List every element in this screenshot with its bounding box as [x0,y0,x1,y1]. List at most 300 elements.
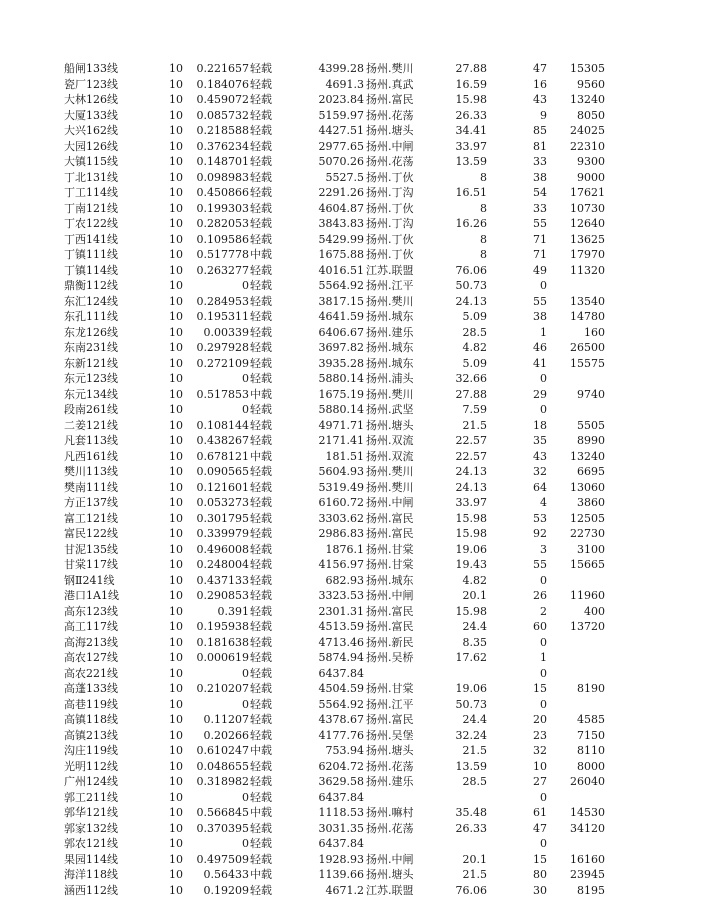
cell-distance: 28.5 [462,775,487,788]
cell-capacity: 10 [169,279,183,292]
table-row [0,154,725,170]
cell-user-count: 47 [533,821,547,835]
cell-line-name: 广州124线 [64,775,118,788]
cell-capacity: 10 [169,558,183,571]
cell-line-name: 丁西141线 [64,232,118,246]
cell-load-status: 轻载 [250,434,272,447]
cell-substation: 扬州.甘棠 [366,542,414,556]
cell-line-name: 丁南121线 [64,201,118,215]
table-row [0,61,725,77]
cell-margin-value: 1675.19 [318,387,364,401]
cell-distance: 50.73 [455,279,487,292]
cell-load-rate: 0.272109 [196,356,249,370]
cell-capacity-total: 15305 [570,62,605,75]
cell-substation: 扬州.嘛村 [366,806,414,819]
cell-user-count: 47 [533,62,547,75]
cell-load-rate: 0.318982 [196,775,249,788]
cell-load-status: 轻载 [250,465,272,478]
cell-load-rate: 0.221657 [196,62,249,75]
table-row [0,743,725,759]
cell-user-count: 0 [540,403,547,416]
cell-substation: 扬州.中闸 [366,139,414,153]
cell-line-name: 方正137线 [64,496,118,509]
cell-load-rate: 0 [242,837,249,850]
cell-load-rate: 0 [242,279,249,292]
cell-load-rate: 0.195311 [196,310,249,323]
cell-line-name: 樊川113线 [64,465,118,478]
cell-substation: 扬州.建乐 [366,325,414,339]
cell-load-rate: 0.497509 [196,852,249,866]
cell-distance: 26.33 [455,821,487,835]
cell-margin-value: 4671.2 [325,883,364,897]
cell-load-rate: 0.438267 [196,434,249,447]
cell-line-name: 凡西161线 [64,449,118,463]
cell-capacity: 10 [169,682,183,695]
cell-user-count: 18 [533,418,547,432]
cell-margin-value: 6406.67 [318,325,364,339]
table-row [0,201,725,217]
cell-capacity: 10 [169,201,183,215]
cell-line-name: 船闸133线 [64,62,118,75]
table-row [0,511,725,527]
cell-substation: 扬州.双流 [366,449,414,463]
cell-margin-value: 6160.72 [318,496,364,509]
cell-load-rate: 0.000619 [196,651,249,664]
cell-load-rate: 0.19209 [203,883,249,897]
cell-load-status: 轻载 [250,558,272,571]
table-row [0,852,725,868]
cell-distance: 22.57 [455,449,487,463]
cell-load-rate: 0.56433 [203,868,249,881]
cell-capacity-total: 4585 [577,713,605,726]
table-row [0,309,725,325]
cell-margin-value: 1876.1 [325,542,364,556]
cell-margin-value: 4604.87 [318,201,364,215]
cell-user-count: 1 [540,651,547,664]
cell-user-count: 71 [533,232,547,246]
cell-capacity: 10 [169,496,183,509]
cell-margin-value: 5874.94 [318,651,364,664]
cell-capacity: 10 [169,635,183,649]
cell-load-status: 轻载 [250,511,272,525]
cell-distance: 33.97 [455,139,487,153]
cell-load-rate: 0.085732 [196,108,249,122]
cell-distance: 22.57 [455,434,487,447]
cell-capacity: 10 [169,62,183,75]
table-row [0,790,725,806]
cell-capacity-total: 17621 [570,186,605,199]
cell-distance: 8 [480,232,487,246]
cell-distance: 24.4 [462,620,487,633]
cell-capacity: 10 [169,294,183,308]
cell-capacity-total: 15575 [570,356,605,370]
table-row [0,480,725,496]
cell-user-count: 4 [540,496,547,509]
cell-capacity-total: 8000 [577,759,605,773]
cell-user-count: 55 [533,217,547,230]
cell-load-status: 轻载 [250,139,272,153]
cell-load-rate: 0.248004 [196,558,249,571]
cell-line-name: 丁农122线 [64,217,118,230]
table-row [0,883,725,899]
cell-user-count: 2 [540,604,547,618]
table-row [0,867,725,883]
cell-load-rate: 0 [242,372,249,385]
table-row [0,232,725,248]
cell-line-name: 樊南111线 [64,480,118,494]
table-row [0,588,725,604]
cell-user-count: 15 [533,682,547,695]
cell-distance: 20.1 [462,589,487,602]
table-row [0,356,725,372]
cell-line-name: 段南261线 [64,403,118,416]
cell-margin-value: 1928.93 [318,852,364,866]
cell-capacity-total: 14530 [570,806,605,819]
cell-capacity: 10 [169,418,183,432]
cell-capacity: 10 [169,589,183,602]
cell-line-name: 郭农121线 [64,837,118,850]
cell-margin-value: 5880.14 [318,372,364,385]
table-row [0,433,725,449]
cell-line-name: 甘泥135线 [64,542,118,556]
cell-line-name: 丁工114线 [64,186,118,199]
cell-substation: 扬州.城东 [366,341,414,354]
table-row [0,449,725,465]
cell-capacity: 10 [169,775,183,788]
cell-line-name: 高东123线 [64,604,118,618]
cell-load-rate: 0 [242,666,249,680]
cell-capacity-total: 13540 [570,294,605,308]
table-row [0,650,725,666]
cell-substation: 扬州.丁伙 [366,170,414,184]
cell-load-status: 轻载 [250,775,272,788]
cell-distance: 16.51 [455,186,487,199]
cell-load-status: 轻载 [250,821,272,835]
cell-line-name: 东元123线 [64,372,118,385]
cell-capacity: 10 [169,697,183,711]
cell-line-name: 东孔111线 [64,310,118,323]
cell-substation: 扬州.花荡 [366,108,414,122]
cell-capacity: 10 [169,170,183,184]
cell-user-count: 38 [533,170,547,184]
table-row [0,495,725,511]
cell-load-status: 轻载 [250,418,272,432]
cell-load-status: 中载 [250,387,272,401]
cell-load-rate: 0.566845 [196,806,249,819]
cell-load-status: 轻载 [250,496,272,509]
table-row [0,387,725,403]
cell-line-name: 丁镇114线 [64,263,118,277]
cell-capacity: 10 [169,527,183,540]
cell-distance: 28.5 [462,325,487,339]
cell-margin-value: 4971.71 [318,418,364,432]
cell-capacity: 10 [169,310,183,323]
cell-distance: 76.06 [455,263,487,277]
cell-capacity: 10 [169,821,183,835]
cell-capacity-total: 9560 [577,77,605,91]
cell-substation: 扬州.真武 [366,77,414,91]
cell-line-name: 东元134线 [64,387,118,401]
cell-line-name: 钢Ⅱ241线 [64,573,115,587]
cell-substation: 扬州.塘头 [366,124,414,137]
cell-load-rate: 0.376234 [196,139,249,153]
cell-line-name: 高农127线 [64,651,118,664]
cell-substation: 扬州.樊川 [366,387,414,401]
cell-user-count: 0 [540,635,547,649]
cell-line-name: 郭华121线 [64,806,118,819]
cell-margin-value: 3323.53 [318,589,364,602]
cell-load-rate: 0.210207 [196,682,249,695]
cell-user-count: 64 [533,480,547,494]
cell-capacity: 10 [169,883,183,897]
cell-load-status: 轻载 [250,480,272,494]
cell-substation: 扬州.富民 [366,93,414,106]
cell-margin-value: 3935.28 [318,356,364,370]
cell-load-status: 轻载 [250,93,272,106]
table-row [0,92,725,108]
cell-line-name: 东南231线 [64,341,118,354]
cell-load-rate: 0.11207 [203,713,249,726]
cell-line-name: 凡套113线 [64,434,118,447]
cell-substation: 扬州.武坚 [366,403,414,416]
cell-margin-value: 4641.59 [318,310,364,323]
cell-margin-value: 4427.51 [318,124,364,137]
cell-substation: 江苏.联盟 [366,263,414,277]
cell-load-rate: 0.678121 [196,449,249,463]
cell-load-rate: 0 [242,697,249,711]
cell-distance: 76.06 [455,883,487,897]
cell-load-status: 轻载 [250,170,272,184]
cell-margin-value: 6437.84 [318,790,364,804]
cell-distance: 13.59 [455,759,487,773]
cell-capacity: 10 [169,852,183,866]
table-row [0,681,725,697]
cell-capacity: 10 [169,217,183,230]
cell-margin-value: 3697.82 [318,341,364,354]
cell-line-name: 丁北131线 [64,170,118,184]
cell-substation: 扬州.吴桥 [366,651,414,664]
cell-capacity-total: 8190 [577,682,605,695]
cell-load-rate: 0.148701 [196,155,249,168]
cell-margin-value: 3303.62 [318,511,364,525]
cell-load-status: 轻载 [250,341,272,354]
cell-capacity: 10 [169,542,183,556]
cell-substation: 扬州.富民 [366,713,414,726]
cell-load-rate: 0.199303 [196,201,249,215]
cell-user-count: 49 [533,263,547,277]
cell-substation: 扬州.城东 [366,573,414,587]
cell-capacity-total: 8050 [577,108,605,122]
cell-user-count: 53 [533,511,547,525]
cell-distance: 7.59 [462,403,487,416]
cell-load-rate: 0.053273 [196,496,249,509]
data-table [0,61,725,898]
cell-margin-value: 1118.53 [318,806,364,819]
table-row [0,185,725,201]
cell-line-name: 郭工211线 [64,790,118,804]
cell-capacity-total: 26500 [570,341,605,354]
table-row [0,542,725,558]
cell-line-name: 丁镇111线 [64,248,118,261]
cell-substation: 扬州.中闸 [366,852,414,866]
cell-margin-value: 3843.83 [318,217,364,230]
cell-load-rate: 0.109586 [196,232,249,246]
cell-substation: 扬州.塘头 [366,744,414,757]
cell-substation: 扬州.新民 [366,635,414,649]
cell-capacity-total: 3860 [577,496,605,509]
cell-distance: 16.26 [455,217,487,230]
cell-load-status: 轻载 [250,697,272,711]
cell-load-rate: 0.284953 [196,294,249,308]
cell-margin-value: 5564.92 [318,279,364,292]
cell-line-name: 东汇124线 [64,294,118,308]
cell-capacity: 10 [169,573,183,587]
cell-substation: 扬州.丁沟 [366,186,414,199]
cell-load-rate: 0.195938 [196,620,249,633]
cell-distance: 8 [480,248,487,261]
cell-load-status: 轻载 [250,713,272,726]
cell-user-count: 81 [533,139,547,153]
cell-load-rate: 0.459072 [196,93,249,106]
cell-line-name: 甘棠117线 [64,558,118,571]
cell-margin-value: 2291.26 [318,186,364,199]
cell-load-rate: 0.610247 [196,744,249,757]
cell-margin-value: 3031.35 [318,821,364,835]
cell-distance: 24.13 [455,480,487,494]
cell-capacity-total: 11960 [570,589,605,602]
cell-line-name: 东新121线 [64,356,118,370]
cell-load-rate: 0.517853 [196,387,249,401]
cell-load-rate: 0.090565 [196,465,249,478]
cell-capacity-total: 14780 [570,310,605,323]
cell-load-rate: 0.496008 [196,542,249,556]
cell-capacity-total: 17970 [570,248,605,261]
cell-margin-value: 5159.97 [318,108,364,122]
cell-capacity-total: 8990 [577,434,605,447]
cell-substation: 扬州.吴堡 [366,728,414,742]
cell-load-status: 轻载 [250,542,272,556]
cell-line-name: 郭家132线 [64,821,118,835]
cell-capacity-total: 13625 [570,232,605,246]
cell-load-status: 轻载 [250,852,272,866]
table-row [0,821,725,837]
cell-line-name: 高蓬133线 [64,682,118,695]
cell-load-status: 轻载 [250,527,272,540]
cell-load-status: 轻载 [250,124,272,137]
cell-load-status: 轻载 [250,651,272,664]
cell-substation: 扬州.樊川 [366,480,414,494]
cell-capacity: 10 [169,232,183,246]
cell-load-rate: 0.290853 [196,589,249,602]
cell-user-count: 55 [533,294,547,308]
cell-distance: 24.13 [455,294,487,308]
cell-distance: 32.24 [455,728,487,742]
cell-capacity-total: 7150 [577,728,605,742]
table-row [0,759,725,775]
cell-load-rate: 0.00339 [203,325,249,339]
cell-load-rate: 0 [242,403,249,416]
cell-substation: 扬州.甘棠 [366,682,414,695]
cell-substation: 扬州.塘头 [366,868,414,881]
cell-capacity: 10 [169,108,183,122]
table-row [0,108,725,124]
cell-substation: 扬州.建乐 [366,775,414,788]
table-row [0,464,725,480]
cell-substation: 扬州.丁伙 [366,232,414,246]
cell-line-name: 涵西112线 [64,883,118,897]
cell-capacity: 10 [169,465,183,478]
table-row [0,325,725,341]
cell-substation: 扬州.富民 [366,527,414,540]
cell-user-count: 60 [533,620,547,633]
cell-margin-value: 4713.46 [318,635,364,649]
cell-user-count: 29 [533,387,547,401]
cell-substation: 扬州.樊川 [366,62,414,75]
cell-user-count: 26 [533,589,547,602]
cell-load-status: 轻载 [250,217,272,230]
cell-load-rate: 0.098983 [196,170,249,184]
cell-load-status: 中载 [250,806,272,819]
cell-capacity: 10 [169,325,183,339]
cell-load-status: 轻载 [250,620,272,633]
cell-load-status: 轻载 [250,155,272,168]
cell-capacity: 10 [169,139,183,153]
cell-margin-value: 1139.66 [318,868,364,881]
cell-load-status: 轻载 [250,728,272,742]
cell-distance: 8 [480,170,487,184]
cell-capacity: 10 [169,93,183,106]
cell-capacity: 10 [169,248,183,261]
cell-user-count: 80 [533,868,547,881]
table-row [0,418,725,434]
cell-user-count: 0 [540,279,547,292]
cell-substation: 扬州.丁伙 [366,248,414,261]
cell-line-name: 高巷119线 [64,697,118,711]
cell-line-name: 光明112线 [64,759,118,773]
cell-user-count: 55 [533,558,547,571]
cell-capacity-total: 13060 [570,480,605,494]
table-row [0,557,725,573]
table-row [0,573,725,589]
cell-margin-value: 4378.67 [318,713,364,726]
cell-line-name: 高镇118线 [64,713,118,726]
cell-capacity-total: 12505 [570,511,605,525]
cell-capacity-total: 3100 [577,542,605,556]
cell-line-name: 瓷厂123线 [64,77,118,91]
cell-capacity-total: 5505 [577,418,605,432]
cell-capacity-total: 9000 [577,170,605,184]
cell-capacity: 10 [169,837,183,850]
table-row [0,604,725,620]
cell-margin-value: 6437.84 [318,666,364,680]
cell-substation: 扬州.富民 [366,511,414,525]
table-row [0,697,725,713]
table-row [0,666,725,682]
table-row [0,526,725,542]
cell-user-count: 3 [540,542,547,556]
cell-capacity-total: 8195 [577,883,605,897]
cell-substation: 扬州.樊川 [366,294,414,308]
cell-capacity: 10 [169,124,183,137]
table-row [0,294,725,310]
cell-substation: 江苏.联盟 [366,883,414,897]
table-row [0,170,725,186]
table-row [0,139,725,155]
cell-line-name: 东龙126线 [64,325,118,339]
cell-capacity: 10 [169,790,183,804]
cell-line-name: 沟庄119线 [64,744,118,757]
cell-capacity: 10 [169,387,183,401]
